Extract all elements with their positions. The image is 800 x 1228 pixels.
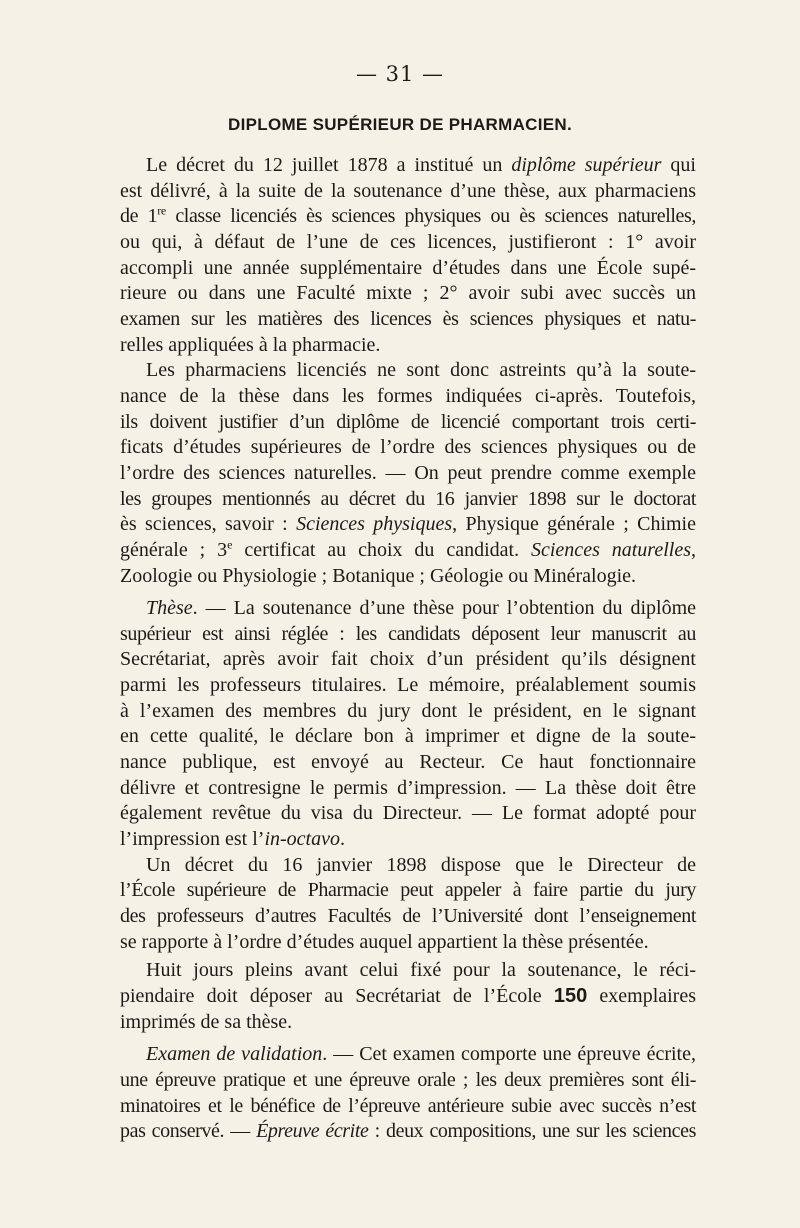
text-line: en cette qualité, le déclare bon à imprimer et digne de la soute- bbox=[120, 725, 696, 748]
text-line: supérieur est ainsi réglée : les candidats déposent leur manuscrit au bbox=[120, 622, 696, 645]
text-line: Examen de validation. — Cet examen comporte une épreuve écrite, bbox=[146, 1043, 696, 1066]
text-line: est délivré, à la suite de la soutenance d’une thèse, aux pharmaciens bbox=[120, 179, 696, 202]
text-line: ou qui, à défaut de l’une de ces licences, justifieront : 1° avoir bbox=[120, 230, 696, 253]
text-line: minatoires et le bénéfice de l’épreuve antérieure subie avec succès n’est bbox=[120, 1094, 696, 1117]
text-line: l’École supérieure de Pharmacie peut appeler à faire partie du jury bbox=[120, 879, 696, 902]
text-line: à l’examen des membres du jury dont le président, en le signant bbox=[120, 699, 696, 722]
text-line: Secrétariat, après avoir fait choix d’un président qu’ils désignent bbox=[120, 648, 696, 671]
text-line: Les pharmaciens licenciés ne sont donc astreints qu’à la soute- bbox=[146, 359, 696, 382]
text-line: imprimés de sa thèse. bbox=[120, 1010, 293, 1033]
text-line: se rapporte à l’ordre d’études auquel appartient la thèse présentée. bbox=[120, 930, 649, 953]
text-line: nance de la thèse dans les formes indiquées ci-après. Toutefois, bbox=[120, 384, 696, 407]
text-line: les groupes mentionnés au décret du 16 janvier 1898 sur le doctorat bbox=[120, 487, 696, 510]
text-line: nance publique, est envoyé au Recteur. Ce haut fonctionnaire bbox=[120, 751, 696, 774]
text-line: des professeurs d’autres Facultés de l’Université dont l’enseignement bbox=[120, 905, 696, 928]
text-line: l’ordre des sciences naturelles. — On peut prendre comme exemple bbox=[120, 461, 696, 484]
text-line: l’impression est l’in-octavo. bbox=[120, 828, 345, 851]
text-line: relles appliquées à la pharmacie. bbox=[120, 333, 381, 356]
text-line: ficats d’études supérieures de l’ordre des sciences physiques ou de bbox=[120, 436, 696, 459]
body-text bbox=[120, 153, 696, 1145]
text-line: accompli une année supplémentaire d’études dans une École supé- bbox=[120, 256, 696, 279]
text-line: rieure ou dans une Faculté mixte ; 2° avoir subi avec succès un bbox=[120, 282, 696, 305]
text-line: délivre et contresigne le permis d’impression. — La thèse doit être bbox=[120, 776, 696, 799]
text-line: piendaire doit déposer au Secrétariat de l’École 150 exemplaires bbox=[120, 985, 696, 1007]
text-line: Thèse. — La soutenance d’une thèse pour l’obtention du diplôme bbox=[146, 597, 696, 620]
text-line: examen sur les matières des licences ès sciences physiques et natu- bbox=[120, 307, 696, 330]
text-line: générale ; 3e certificat au choix du candidat. Sciences naturelles, bbox=[120, 537, 697, 561]
page-number: — 31 — bbox=[355, 62, 445, 86]
text-line: parmi les professeurs titulaires. Le mémoire, préalablement soumis bbox=[120, 674, 696, 697]
text-line: Zoologie ou Physiologie ; Botanique ; Géologie ou Minéralogie. bbox=[120, 564, 637, 587]
text-line: Huit jours pleins avant celui fixé pour la soutenance, le réci- bbox=[146, 959, 696, 982]
text-line: ils doivent justifier d’un diplôme de licencié comportant trois certi- bbox=[120, 410, 696, 433]
text-line: une épreuve pratique et une épreuve orale ; les deux premières sont éli- bbox=[120, 1068, 696, 1091]
text-line: Le décret du 12 juillet 1878 a institué un diplôme supérieur qui bbox=[146, 154, 696, 176]
text-line: pas conservé. — Épreuve écrite : deux compositions, une sur les sciences bbox=[120, 1120, 696, 1143]
text-line: de 1re classe licenciés ès sciences physiques ou ès sciences naturelles, bbox=[120, 203, 696, 228]
text-line: ès sciences, savoir : Sciences physiques, Physique générale ; Chimie bbox=[120, 513, 696, 536]
text-line: Un décret du 16 janvier 1898 dispose que le Directeur de bbox=[146, 853, 696, 876]
page-title: DIPLOME SUPÉRIEUR DE PHARMACIEN. bbox=[228, 115, 572, 134]
text-line: également revêtue du visa du Directeur. — Le format adopté pour bbox=[120, 802, 696, 825]
